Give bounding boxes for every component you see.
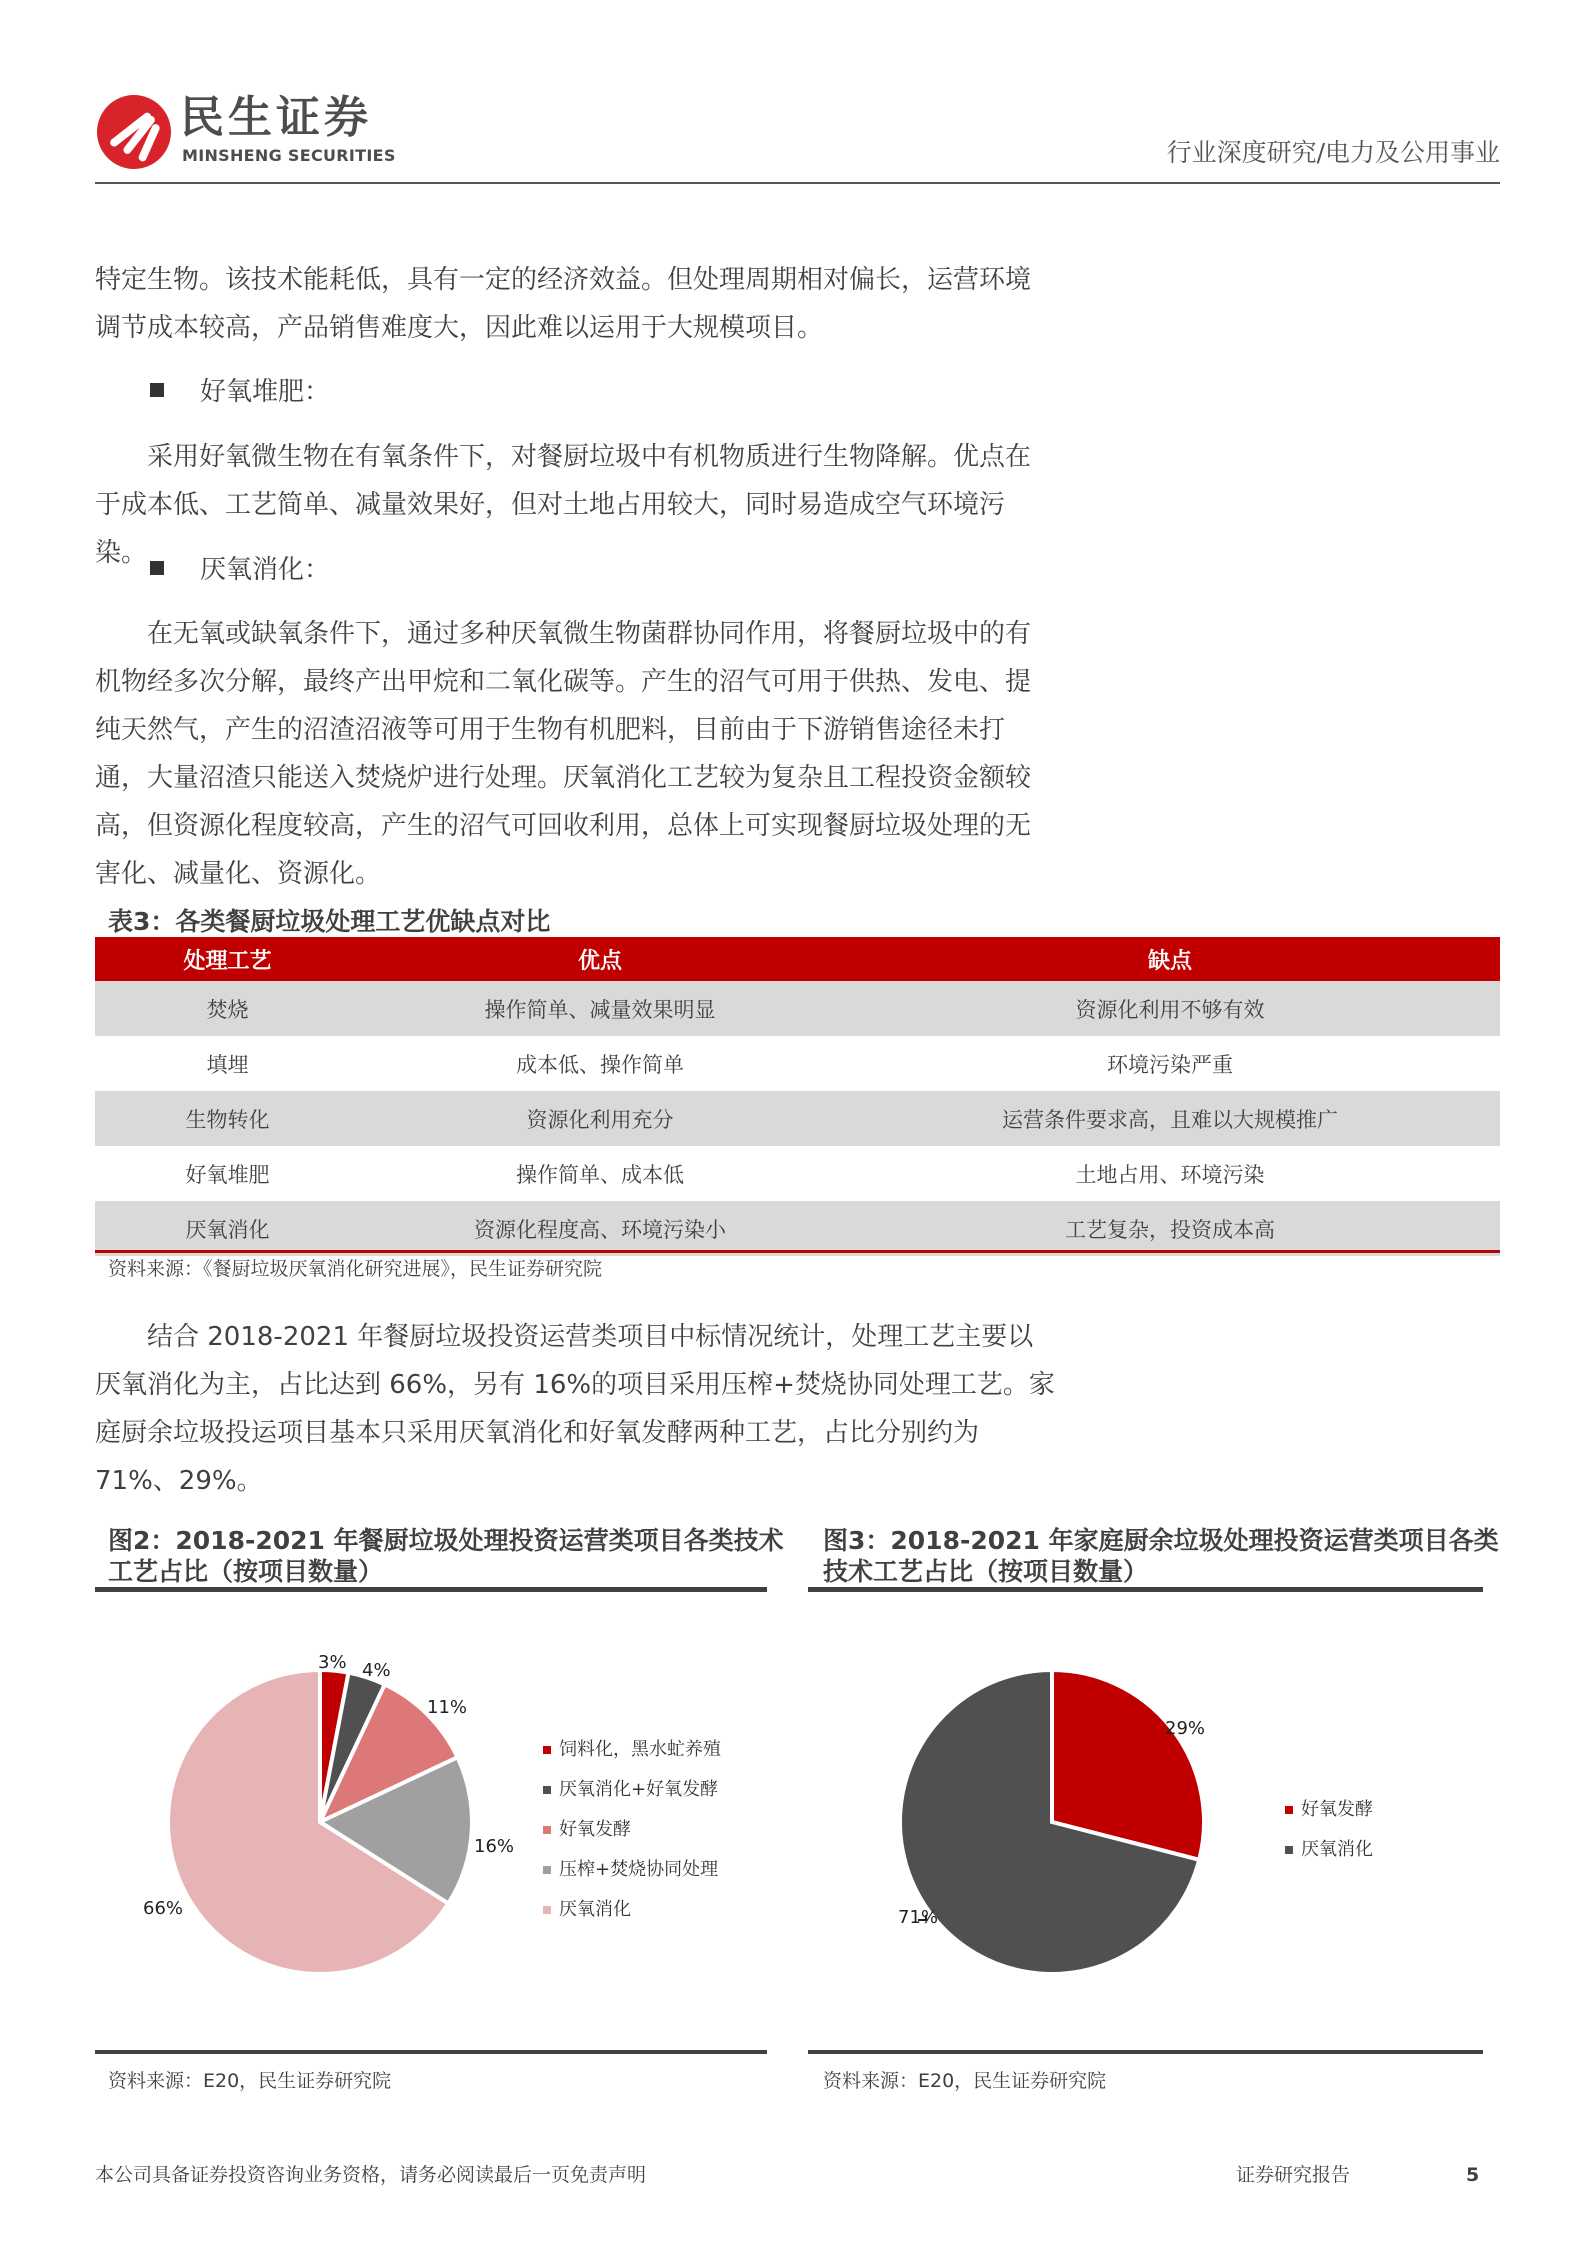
pie-label: 4% bbox=[362, 1660, 391, 1681]
legend-swatch bbox=[543, 1826, 551, 1834]
cell-advantage: 资源化利用充分 bbox=[360, 1091, 840, 1146]
bullet-label: 好氧堆肥： bbox=[200, 377, 331, 407]
legend-label: 厌氧消化 bbox=[1301, 1839, 1373, 1860]
cell-advantage: 成本低、操作简单 bbox=[516, 1052, 684, 1077]
table-header-row bbox=[95, 937, 1500, 981]
figure-2-title: 图2：2018-2021 年餐厨垃圾处理投资运营类项目各类技术工艺占比（按项目数量） bbox=[108, 1526, 784, 1586]
bullet-square-icon bbox=[150, 383, 164, 397]
pie-label: 11% bbox=[427, 1697, 468, 1718]
logo-emblem bbox=[97, 95, 171, 169]
paragraph-1-line-1: 特定生物。该技术能耗低，具有一定的经济效益。但处理周期相对偏长，运营环境 bbox=[95, 265, 1032, 295]
legend-item bbox=[1285, 1800, 1373, 1820]
legend-item bbox=[1285, 1840, 1373, 1860]
paragraph-2: 采用好氧微生物在有氧条件下，对餐厨垃圾中有机物质进行生物降解。优点在于成本低、工艺简单、减量效果好，但对土地占用较大，同时易造成空气环境污染。 bbox=[95, 442, 1032, 568]
figure-2-bottom-rule bbox=[95, 2050, 767, 2054]
table-row bbox=[95, 1091, 1500, 1146]
table-title: 表3：各类餐厨垃圾处理工艺优缺点对比 bbox=[108, 907, 551, 936]
legend-swatch bbox=[1285, 1846, 1293, 1854]
page-number: 5 bbox=[1466, 2164, 1480, 2186]
pie-label: 29% bbox=[1165, 1718, 1206, 1739]
header-advantages: 优点 bbox=[360, 937, 840, 981]
header-disadvantages: 缺点 bbox=[840, 937, 1500, 981]
logo-text-en: MINSHENG SECURITIES bbox=[182, 146, 396, 165]
legend-swatch bbox=[543, 1866, 551, 1874]
bullet-aerobic-composting bbox=[150, 368, 330, 416]
cell-disadvantage: 资源化利用不够有效 bbox=[840, 981, 1500, 1036]
cell-disadvantage: 工艺复杂，投资成本高 bbox=[840, 1201, 1500, 1256]
cell-process: 焚烧 bbox=[95, 981, 360, 1036]
legend-item bbox=[543, 1820, 721, 1840]
figure-3-bottom-rule bbox=[808, 2050, 1483, 2054]
legend-label: 好氧发酵 bbox=[1301, 1799, 1373, 1820]
table-row bbox=[95, 981, 1500, 1036]
legend-swatch bbox=[1285, 1806, 1293, 1814]
cell-disadvantage: 运营条件要求高，且难以大规模推广 bbox=[840, 1091, 1500, 1146]
cell-process: 好氧堆肥 bbox=[185, 1162, 270, 1187]
header-process: 处理工艺 bbox=[95, 937, 360, 981]
cell-disadvantage: 土地占用、环境污染 bbox=[1075, 1162, 1265, 1187]
table-row bbox=[95, 1146, 1500, 1201]
cell-process: 填埋 bbox=[206, 1052, 249, 1077]
comparison-table bbox=[95, 937, 1500, 1256]
cell-advantage: 资源化程度高、环境污染小 bbox=[360, 1201, 840, 1256]
legend-label: 压榨+焚烧协同处理 bbox=[559, 1859, 719, 1880]
cell-process: 生物转化 bbox=[95, 1091, 360, 1146]
figure-3-source: 资料来源：E20，民生证券研究院 bbox=[823, 2070, 1107, 2092]
figure-3-legend bbox=[1285, 1800, 1373, 1880]
table-row bbox=[95, 1036, 1500, 1091]
pie-label: 16% bbox=[474, 1836, 515, 1857]
paragraph-3: 在无氧或缺氧条件下，通过多种厌氧微生物菌群协同作用，将餐厨垃圾中的有机物经多次分解，最终产出甲烷和二氧化碳等。产生的沼气可用于供热、发电、提纯天然气，产生的沼渣沼液等可用于生物有机肥料，目前由于下游销售途径未打通，大量沼渣只能送入焚烧炉进行处理。厌氧消化工艺较为复杂且工程投资金额较高，但资源化程度较高，产生的沼气可回收利用，总体上可实现餐厨垃圾处理的无害化、减量化、资源化。 bbox=[95, 619, 1032, 889]
figure-2-top-rule bbox=[95, 1587, 767, 1592]
footer-report-type: 证券研究报告 bbox=[1236, 2164, 1351, 2186]
header-divider bbox=[95, 182, 1500, 184]
legend-swatch bbox=[543, 1786, 551, 1794]
legend-label: 厌氧消化 bbox=[559, 1899, 631, 1920]
cell-disadvantage: 环境污染严重 bbox=[1107, 1052, 1233, 1077]
legend-item bbox=[543, 1740, 721, 1760]
figure-3-top-rule bbox=[808, 1587, 1483, 1592]
paragraph-4: 结合 2018-2021 年餐厨垃圾投资运营类项目中标情况统计，处理工艺主要以厌氧消化为主，占比达到 66%，另有 16%的项目采用压榨+焚烧协同处理工艺。家庭厨余垃圾投运项目基本只采用厌氧消化和好氧发酵两种工艺，占比分别约为71%、29%。 bbox=[95, 1322, 1055, 1496]
pie-label: 71% bbox=[898, 1907, 939, 1928]
figure-3-pie-chart bbox=[808, 1620, 1483, 2020]
table-row bbox=[95, 1201, 1500, 1256]
bullet-square-icon bbox=[150, 561, 164, 575]
legend-swatch bbox=[543, 1746, 551, 1754]
legend-label: 厌氧消化+好氧发酵 bbox=[559, 1779, 719, 1800]
legend-swatch bbox=[543, 1906, 551, 1914]
cell-process: 厌氧消化 bbox=[95, 1201, 360, 1256]
paragraph-1 bbox=[95, 256, 1055, 352]
bullet-label: 厌氧消化： bbox=[200, 555, 331, 585]
figure-3-title: 图3：2018-2021 年家庭厨余垃圾处理投资运营类项目各类技术工艺占比（按项目数量） bbox=[823, 1526, 1499, 1586]
figure-2-source: 资料来源：E20，民生证券研究院 bbox=[108, 2070, 392, 2092]
footer-disclaimer: 本公司具备证券投资咨询业务资格，请务必阅读最后一页免责声明 bbox=[95, 2164, 647, 2186]
bullet-anaerobic-digestion bbox=[150, 546, 330, 594]
pie-label: 3% bbox=[318, 1652, 347, 1673]
logo-text-cn: 民生证券 bbox=[180, 92, 372, 143]
pie-label: 66% bbox=[143, 1898, 184, 1919]
table-source: 资料来源：《餐厨垃圾厌氧消化研究进展》，民生证券研究院 bbox=[108, 1258, 603, 1280]
legend-item bbox=[543, 1900, 721, 1920]
cell-advantage: 操作简单、成本低 bbox=[516, 1162, 684, 1187]
figure-2-legend bbox=[543, 1740, 721, 1940]
paragraph-1-line-2: 调节成本较高，产品销售难度大，因此难以运用于大规模项目。 bbox=[95, 313, 824, 343]
legend-label: 好氧发酵 bbox=[559, 1819, 631, 1840]
cell-advantage: 操作简单、减量效果明显 bbox=[360, 981, 840, 1036]
table-bottom-rule bbox=[95, 1250, 1500, 1253]
legend-item bbox=[543, 1860, 721, 1880]
legend-label: 饲料化，黑水虻养殖 bbox=[559, 1739, 721, 1760]
legend-item bbox=[543, 1780, 721, 1800]
report-category: 行业深度研究/电力及公用事业 bbox=[1166, 138, 1500, 167]
